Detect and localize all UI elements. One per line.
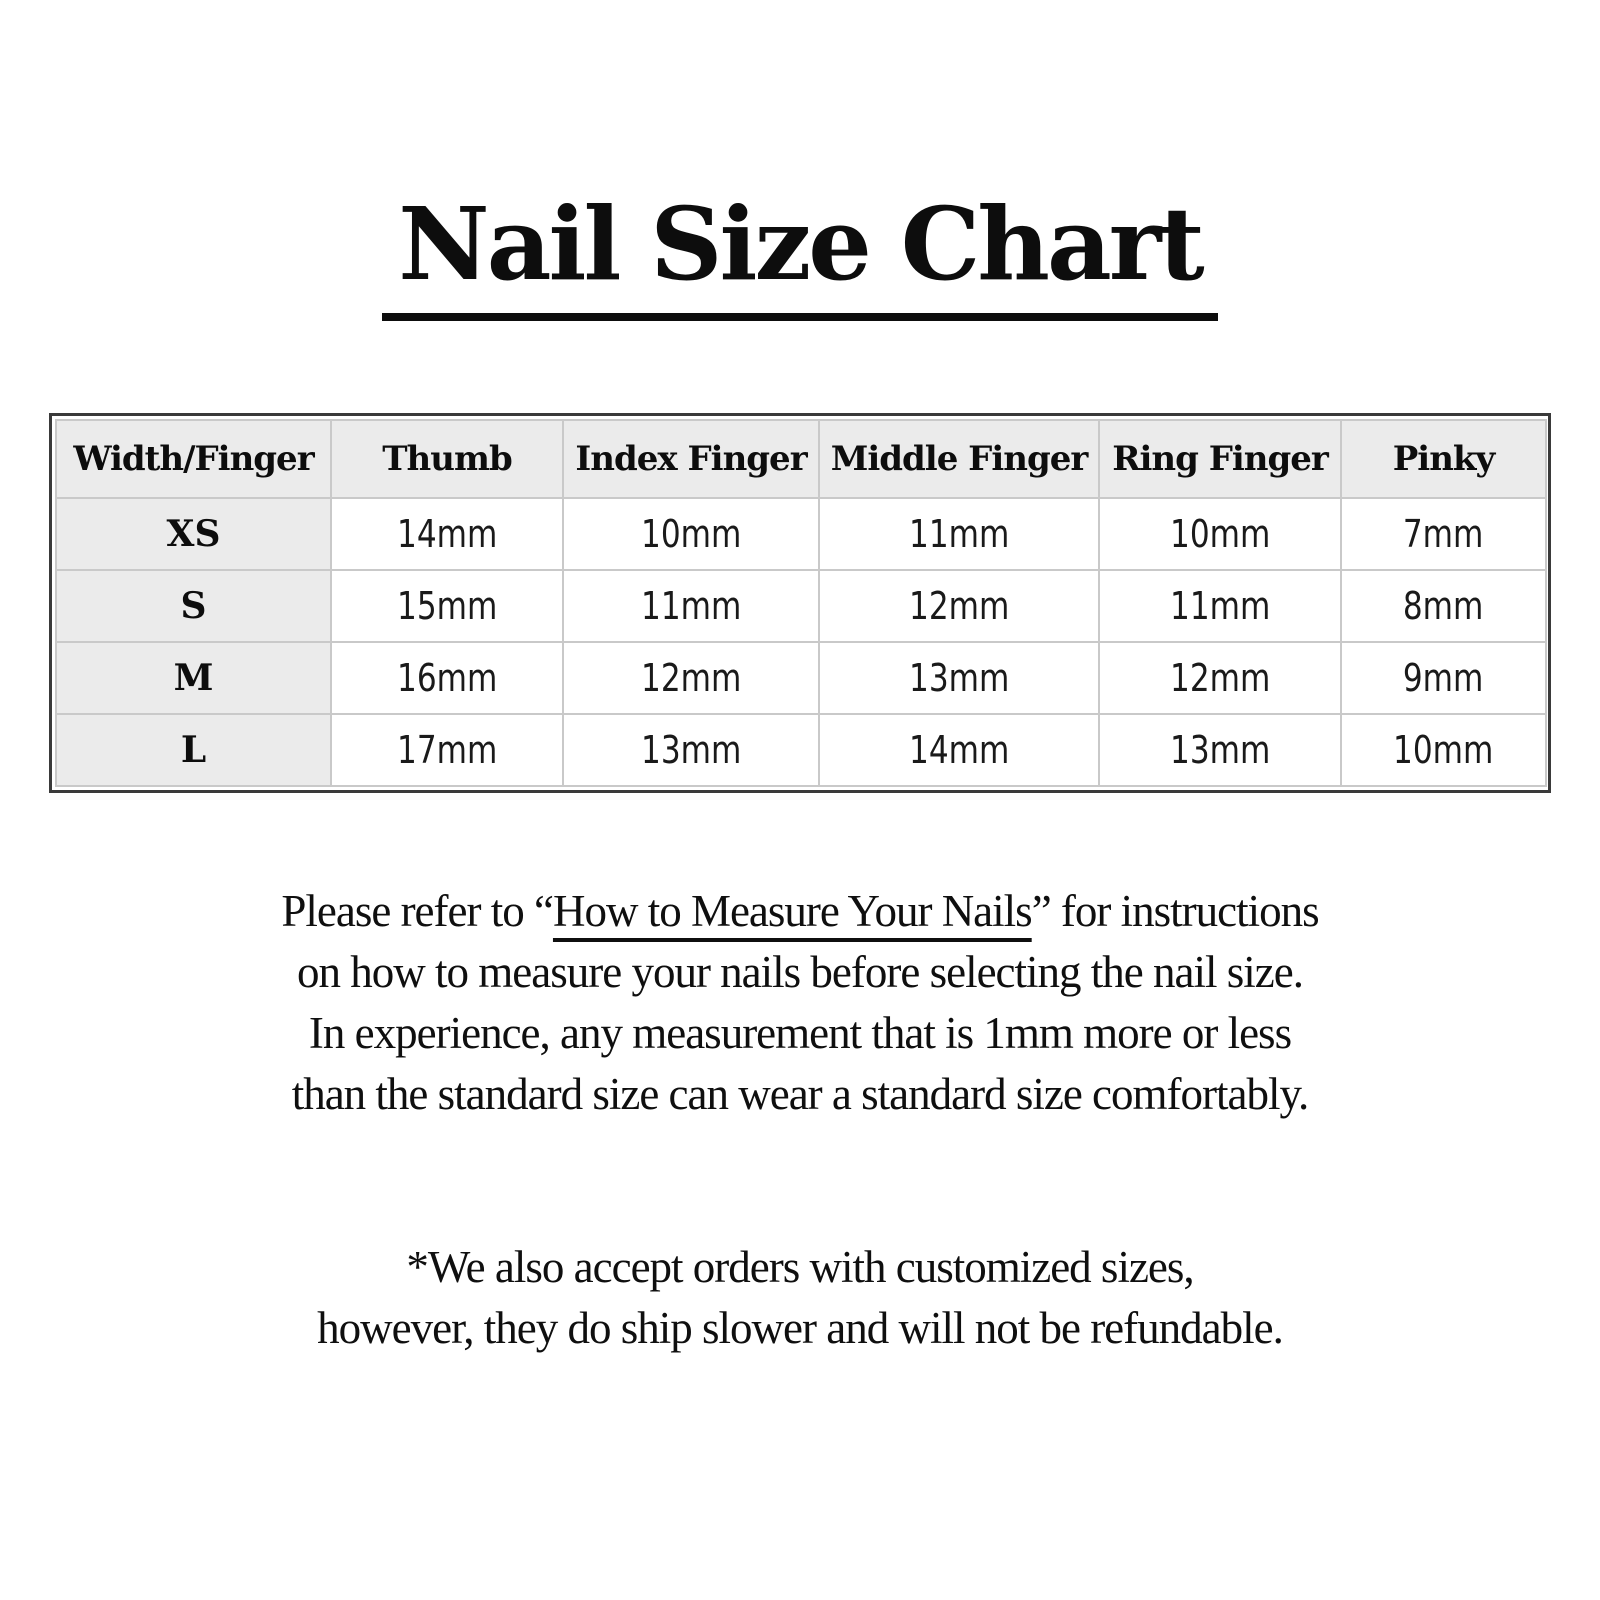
size-cell-l-thumb: [331, 714, 563, 786]
size-value: 10mm: [1393, 728, 1494, 772]
column-header-index-finger: Index Finger: [563, 420, 819, 498]
column-header-ring-finger: Ring Finger: [1099, 420, 1341, 498]
size-value: 9mm: [1403, 656, 1484, 700]
note-text-prefix: Please refer to “: [281, 886, 553, 936]
size-cell-m-pinky: [1341, 642, 1546, 714]
size-cell-l-ring: [1099, 714, 1341, 786]
title-section: [0, 0, 1600, 321]
size-value: 11mm: [1169, 584, 1271, 628]
custom-note-line-2: however, they do ship slower and will not be refundable.: [317, 1303, 1283, 1353]
column-header-width-finger: Width/Finger: [56, 420, 331, 498]
size-cell-l-index: [563, 714, 819, 786]
size-cell-m-middle: [819, 642, 1099, 714]
nail-size-table: [55, 419, 1547, 787]
size-value: 13mm: [1169, 728, 1271, 772]
table-row-s: [56, 570, 1546, 642]
size-value: 10mm: [640, 512, 742, 556]
size-value: 12mm: [908, 584, 1010, 628]
size-cell-l-middle: [819, 714, 1099, 786]
size-value: 14mm: [908, 728, 1010, 772]
size-cell-xs-ring: [1099, 498, 1341, 570]
row-label-l: L: [56, 714, 331, 786]
size-value: 13mm: [908, 656, 1010, 700]
note-line-3: In experience, any measurement that is 1mm more or less: [308, 1008, 1292, 1058]
size-cell-m-index: [563, 642, 819, 714]
how-to-measure-reference: How to Measure Your Nails: [552, 886, 1032, 936]
row-label-s: S: [56, 570, 331, 642]
size-cell-s-thumb: [331, 570, 563, 642]
size-cell-l-pinky: [1341, 714, 1546, 786]
custom-size-note: [0, 1237, 1600, 1359]
row-label-m: M: [56, 642, 331, 714]
size-value: 12mm: [1169, 656, 1271, 700]
size-cell-xs-middle: [819, 498, 1099, 570]
size-table-frame: [49, 413, 1551, 793]
size-value: 8mm: [1403, 584, 1484, 628]
size-cell-s-index: [563, 570, 819, 642]
note-line-1: [0, 881, 1600, 942]
size-cell-xs-thumb: [331, 498, 563, 570]
size-value: 16mm: [396, 656, 498, 700]
size-cell-m-thumb: [331, 642, 563, 714]
custom-note-line-1: *We also accept orders with customized sizes,: [406, 1242, 1194, 1292]
column-header-pinky: Pinky: [1341, 420, 1546, 498]
note-line-2: on how to measure your nails before selecting the nail size.: [297, 947, 1303, 997]
size-value: 12mm: [640, 656, 742, 700]
note-text-suffix: ” for instructions: [1031, 886, 1319, 936]
row-label-xs: XS: [56, 498, 331, 570]
column-header-middle-finger: Middle Finger: [819, 420, 1099, 498]
table-row-l: [56, 714, 1546, 786]
size-value: 11mm: [908, 512, 1010, 556]
size-cell-s-pinky: [1341, 570, 1546, 642]
size-cell-s-ring: [1099, 570, 1341, 642]
table-row-m: [56, 642, 1546, 714]
page-title: Nail Size Chart: [382, 192, 1217, 321]
measurement-note: [0, 881, 1600, 1125]
size-value: 7mm: [1403, 512, 1484, 556]
size-value: 11mm: [640, 584, 742, 628]
table-row-xs: [56, 498, 1546, 570]
size-value: 15mm: [396, 584, 498, 628]
size-cell-xs-index: [563, 498, 819, 570]
size-cell-xs-pinky: [1341, 498, 1546, 570]
size-cell-s-middle: [819, 570, 1099, 642]
size-value: 14mm: [396, 512, 498, 556]
size-value: 10mm: [1169, 512, 1271, 556]
note-line-4: than the standard size can wear a standard size comfortably.: [291, 1069, 1309, 1119]
size-value: 13mm: [640, 728, 742, 772]
column-header-thumb: Thumb: [331, 420, 563, 498]
size-cell-m-ring: [1099, 642, 1341, 714]
table-header-row: [56, 420, 1546, 498]
size-value: 17mm: [396, 728, 498, 772]
